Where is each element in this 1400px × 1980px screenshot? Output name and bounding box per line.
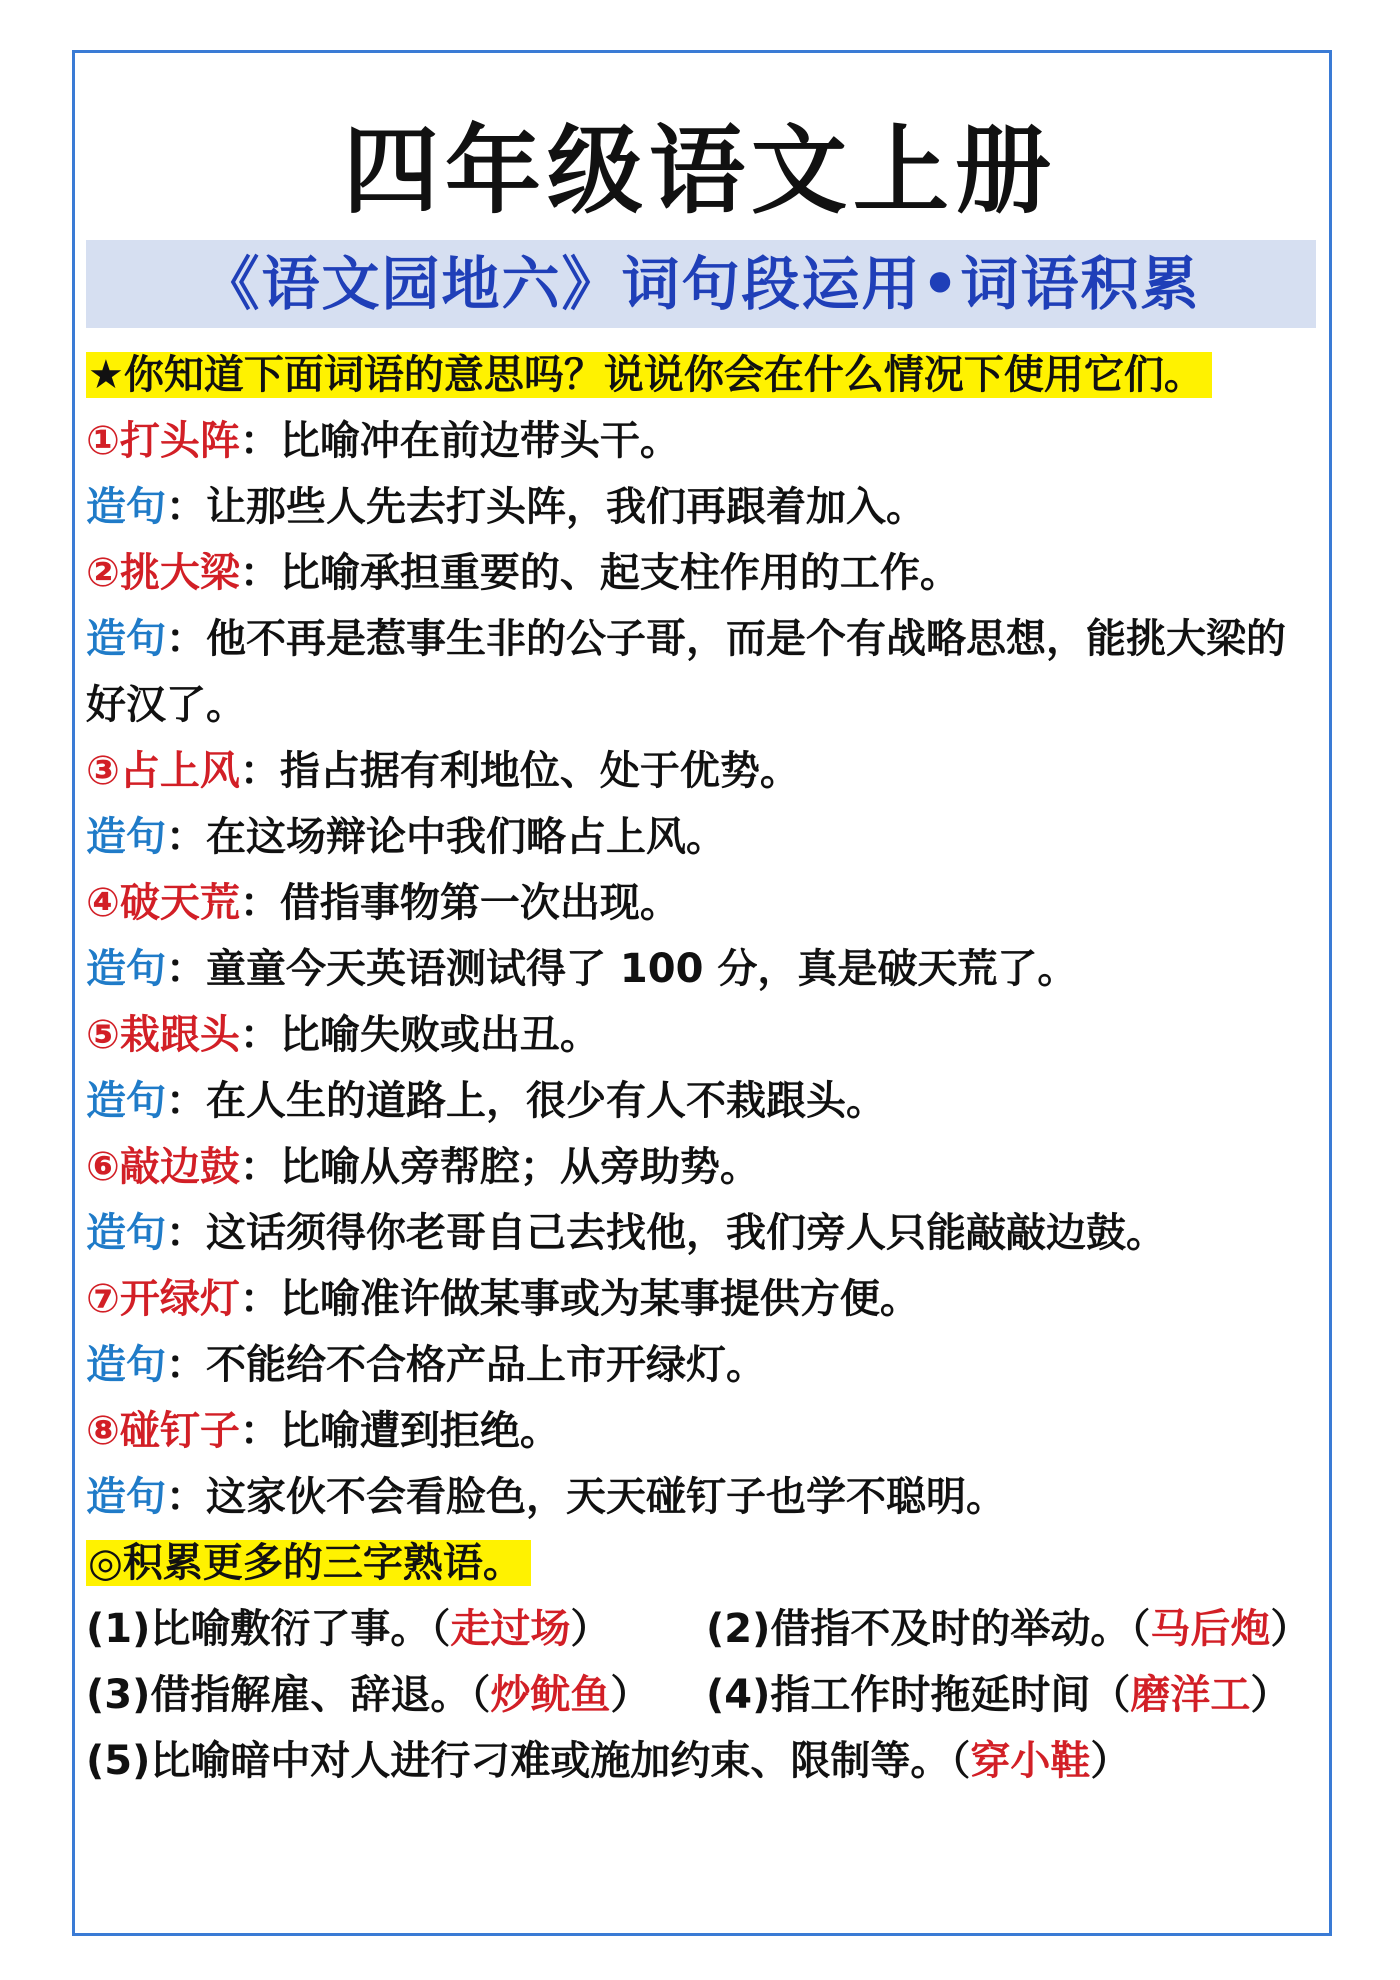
paren-close: ） <box>1090 1738 1131 1784</box>
entry-sentence: 让那些人先去打头阵，我们再跟着加入。 <box>206 484 926 530</box>
more-item <box>706 1596 1316 1662</box>
entry-meaning: 比喻失败或出丑。 <box>279 1012 600 1058</box>
colon: ： <box>239 748 280 794</box>
entry-sentence: 他不再是惹事生非的公子哥，而是个有战略思想，能挑大梁的好汉了。 <box>86 616 1286 728</box>
paren-close: ） <box>610 1672 651 1718</box>
colon: ： <box>166 616 206 662</box>
entry-sentence: 不能给不合格产品上市开绿灯。 <box>206 1342 766 1388</box>
page-subtitle: 《语文园地六》词句段运用•词语积累 <box>201 250 1201 318</box>
entry-sentence-line <box>86 606 1316 738</box>
entry-list <box>86 408 1316 1530</box>
entry-term: ⑥敲边鼓 <box>86 1144 240 1190</box>
entry-meaning-line <box>86 870 1316 936</box>
entry-sentence-line <box>86 1332 1316 1398</box>
paren-open: （ <box>950 1738 971 1784</box>
more-item-text: 比喻暗中对人进行刁难或施加约束、限制等。 <box>150 1738 951 1784</box>
more-item-answer: 炒鱿鱼 <box>490 1672 611 1718</box>
colon: ： <box>166 1078 206 1124</box>
paren-open: （ <box>470 1672 491 1718</box>
entry-sentence: 在人生的道路上，很少有人不栽跟头。 <box>206 1078 886 1124</box>
entry-term: ①打头阵 <box>86 418 240 464</box>
entry-term: ②挑大梁 <box>86 550 240 596</box>
colon: ： <box>166 946 206 992</box>
entry-term: ⑤栽跟头 <box>86 1012 240 1058</box>
entry-sentence: 在这场辩论中我们略占上风。 <box>206 814 726 860</box>
paren-open: （ <box>430 1606 451 1652</box>
entry-sentence: 童童今天英语测试得了 100 分，真是破天荒了。 <box>206 946 1078 992</box>
colon: ： <box>239 1012 280 1058</box>
more-item <box>706 1662 1316 1728</box>
more-item-answer: 磨洋工 <box>1130 1672 1251 1718</box>
colon: ： <box>239 880 280 926</box>
question-line <box>86 342 1316 408</box>
more-list <box>86 1596 1316 1728</box>
entry-meaning-line <box>86 408 1316 474</box>
colon: ： <box>239 1276 280 1322</box>
entry-meaning: 指占据有利地位、处于优势。 <box>279 748 800 794</box>
more-heading: ◎积累更多的三字熟语。 <box>86 1540 531 1586</box>
more-item-text: 指工作时拖延时间 <box>770 1672 1091 1718</box>
more-item-text: 借指解雇、辞退。 <box>150 1672 471 1718</box>
entry-sentence: 这家伙不会看脸色，天天碰钉子也学不聪明。 <box>206 1474 1006 1520</box>
paren-open: （ <box>1130 1606 1151 1652</box>
more-item-num: (1) <box>86 1606 151 1652</box>
entry-meaning: 借指事物第一次出现。 <box>279 880 680 926</box>
entry-term: ④破天荒 <box>86 880 240 926</box>
paren-open: （ <box>1090 1672 1131 1718</box>
sentence-label: 造句 <box>86 1210 166 1256</box>
more-item <box>86 1662 706 1728</box>
page-title: 四年级语文上册 <box>343 114 1057 227</box>
entry-sentence: 这话须得你老哥自己去找他，我们旁人只能敲敲边鼓。 <box>206 1210 1166 1256</box>
entry-sentence-line <box>86 1464 1316 1530</box>
paren-close: ） <box>570 1606 611 1652</box>
sentence-label: 造句 <box>86 814 166 860</box>
entry-sentence-line <box>86 1068 1316 1134</box>
colon: ： <box>166 1342 206 1388</box>
sentence-label: 造句 <box>86 1342 166 1388</box>
sentence-label: 造句 <box>86 1078 166 1124</box>
more-item-text: 借指不及时的举动。 <box>770 1606 1131 1652</box>
entry-sentence-line <box>86 936 1316 1002</box>
more-item-answer: 马后炮 <box>1150 1606 1271 1652</box>
entry-meaning: 比喻遭到拒绝。 <box>279 1408 560 1454</box>
colon: ： <box>239 418 280 464</box>
entry-meaning: 比喻冲在前边带头干。 <box>279 418 680 464</box>
colon: ： <box>166 1210 206 1256</box>
more-item-text: 比喻敷衍了事。 <box>150 1606 431 1652</box>
entry-sentence-line <box>86 474 1316 540</box>
entry-term: ⑦开绿灯 <box>86 1276 240 1322</box>
more-item <box>86 1596 706 1662</box>
entry-sentence-line <box>86 1200 1316 1266</box>
colon: ： <box>166 484 206 530</box>
more-item-num: (3) <box>86 1672 151 1718</box>
more-item-num: (5) <box>86 1738 151 1784</box>
entry-meaning-line <box>86 1134 1316 1200</box>
entry-meaning: 比喻准许做某事或为某事提供方便。 <box>279 1276 920 1322</box>
sentence-label: 造句 <box>86 1474 166 1520</box>
colon: ： <box>239 550 280 596</box>
entry-meaning-line <box>86 540 1316 606</box>
colon: ： <box>239 1144 280 1190</box>
more-item-num: (2) <box>706 1606 771 1652</box>
content <box>86 342 1316 1794</box>
entry-meaning: 比喻承担重要的、起支柱作用的工作。 <box>279 550 960 596</box>
more-heading-line <box>86 1530 1316 1596</box>
more-item-answer: 穿小鞋 <box>970 1738 1091 1784</box>
sentence-label: 造句 <box>86 484 166 530</box>
more-item-num: (4) <box>706 1672 771 1718</box>
colon: ： <box>166 1474 206 1520</box>
entry-meaning-line <box>86 1266 1316 1332</box>
entry-sentence-line <box>86 804 1316 870</box>
entry-term: ③占上风 <box>86 748 240 794</box>
sentence-label: 造句 <box>86 616 166 662</box>
colon: ： <box>239 1408 280 1454</box>
more-item-answer: 走过场 <box>450 1606 571 1652</box>
entry-meaning-line <box>86 1398 1316 1464</box>
entry-term: ⑧碰钉子 <box>86 1408 240 1454</box>
colon: ： <box>166 814 206 860</box>
entry-meaning: 比喻从旁帮腔；从旁助势。 <box>279 1144 760 1190</box>
more-item <box>86 1728 1316 1794</box>
question-prompt: ★你知道下面词语的意思吗？说说你会在什么情况下使用它们。 <box>86 352 1212 398</box>
paren-close: ） <box>1270 1606 1311 1652</box>
entry-meaning-line <box>86 1002 1316 1068</box>
sentence-label: 造句 <box>86 946 166 992</box>
paren-close: ） <box>1250 1672 1291 1718</box>
entry-meaning-line <box>86 738 1316 804</box>
